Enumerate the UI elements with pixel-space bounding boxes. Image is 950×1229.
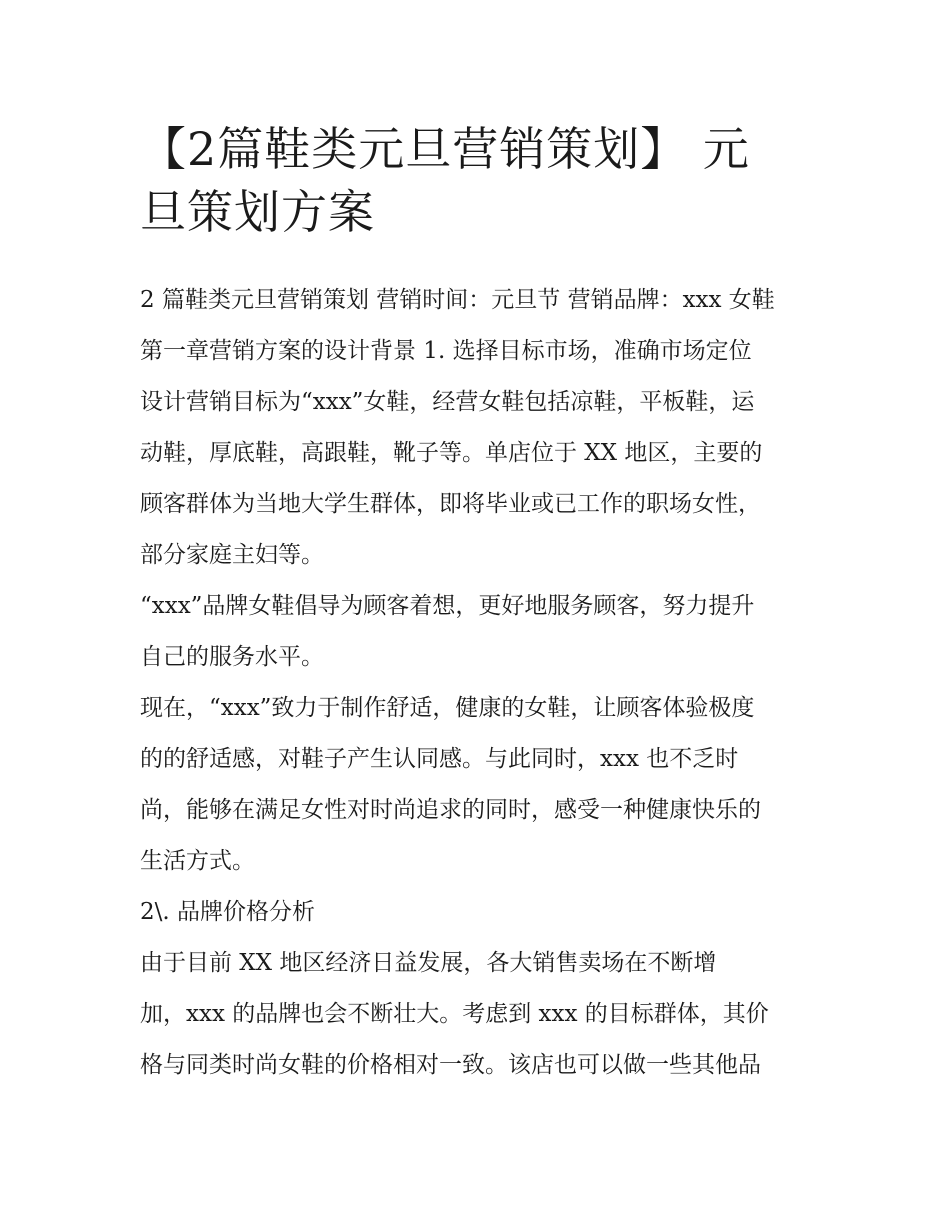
body-line: 格与同类时尚女鞋的价格相对一致。该店也可以做一些其他品	[140, 1052, 761, 1078]
title-line: 【2篇鞋类元旦营销策划】 元	[140, 122, 750, 176]
section-heading: 2\. 品牌价格分析	[140, 899, 316, 925]
body-line: 尚，能够在满足女性对时尚追求的同时，感受一种健康快乐的	[140, 797, 761, 823]
body-line: 由于目前 XX 地区经济日益发展，各大销售卖场在不断增	[140, 950, 717, 976]
body-line: 第一章营销方案的设计背景 1. 选择目标市场，准确市场定位	[140, 338, 752, 364]
body-line: 加，xxx 的品牌也会不断壮大。考虑到 xxx 的目标群体，其价	[140, 1001, 769, 1027]
body-line: “xxx”品牌女鞋倡导为顾客着想，更好地服务顾客，努力提升	[140, 593, 755, 619]
document-title	[140, 118, 820, 244]
title-line: 旦策划方案	[140, 185, 375, 239]
document-body	[140, 275, 820, 1091]
body-line: 生活方式。	[140, 848, 255, 874]
body-line: 自己的服务水平。	[140, 644, 324, 670]
body-line: 现在，“xxx”致力于制作舒适，健康的女鞋，让顾客体验极度	[140, 695, 755, 721]
body-line: 动鞋，厚底鞋，高跟鞋，靴子等。单店位于 XX 地区，主要的	[140, 440, 763, 466]
body-line: 设计营销目标为“xxx”女鞋，经营女鞋包括凉鞋，平板鞋，运	[140, 389, 755, 415]
body-line: 部分家庭主妇等。	[140, 542, 324, 568]
body-line: 2 篇鞋类元旦营销策划 营销时间：元旦节 营销品牌：xxx 女鞋	[140, 287, 775, 313]
body-line: 的的舒适感，对鞋子产生认同感。与此同时，xxx 也不乏时	[140, 746, 739, 772]
body-line: 顾客群体为当地大学生群体，即将毕业或已工作的职场女性，	[140, 491, 761, 517]
